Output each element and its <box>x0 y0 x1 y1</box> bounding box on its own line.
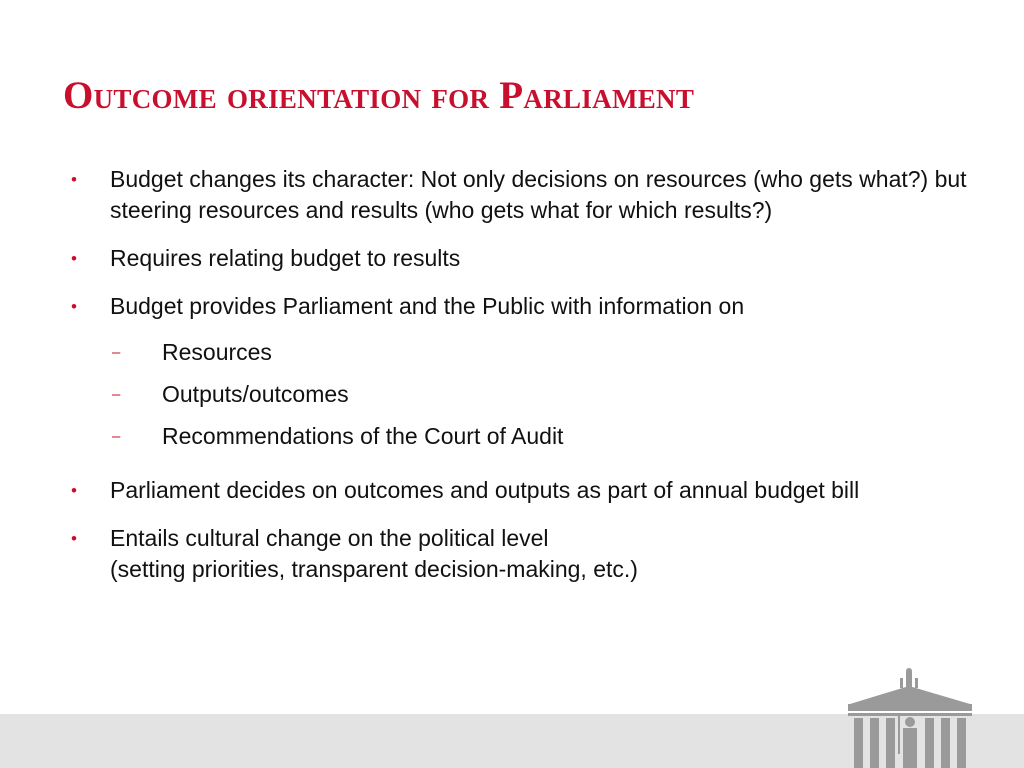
bullet-item: • Requires relating budget to results <box>70 243 970 274</box>
bullet-item: • Budget changes its character: Not only decisions on resources (who gets what?) but steering resources and results (who gets what for which results?) <box>70 164 970 226</box>
parliament-building-icon <box>840 668 980 768</box>
bullet-line: Entails cultural change on the political level <box>110 525 549 551</box>
sub-bullet-item: – Resources <box>70 337 970 368</box>
bullet-item: • Budget provides Parliament and the Public with information on <box>70 291 970 322</box>
slide-content <box>70 164 970 585</box>
sub-bullet-item: – Recommendations of the Court of Audit <box>70 421 970 452</box>
bullet-item: • Parliament decides on outcomes and outputs as part of annual budget bill <box>70 475 970 506</box>
slide-title: Outcome orientation for Parliament <box>63 74 695 117</box>
sub-bullet-item: – Outputs/outcomes <box>70 379 970 410</box>
bullet-item <box>70 523 970 585</box>
bullet-line: (setting priorities, transparent decision-making, etc.) <box>110 556 638 582</box>
